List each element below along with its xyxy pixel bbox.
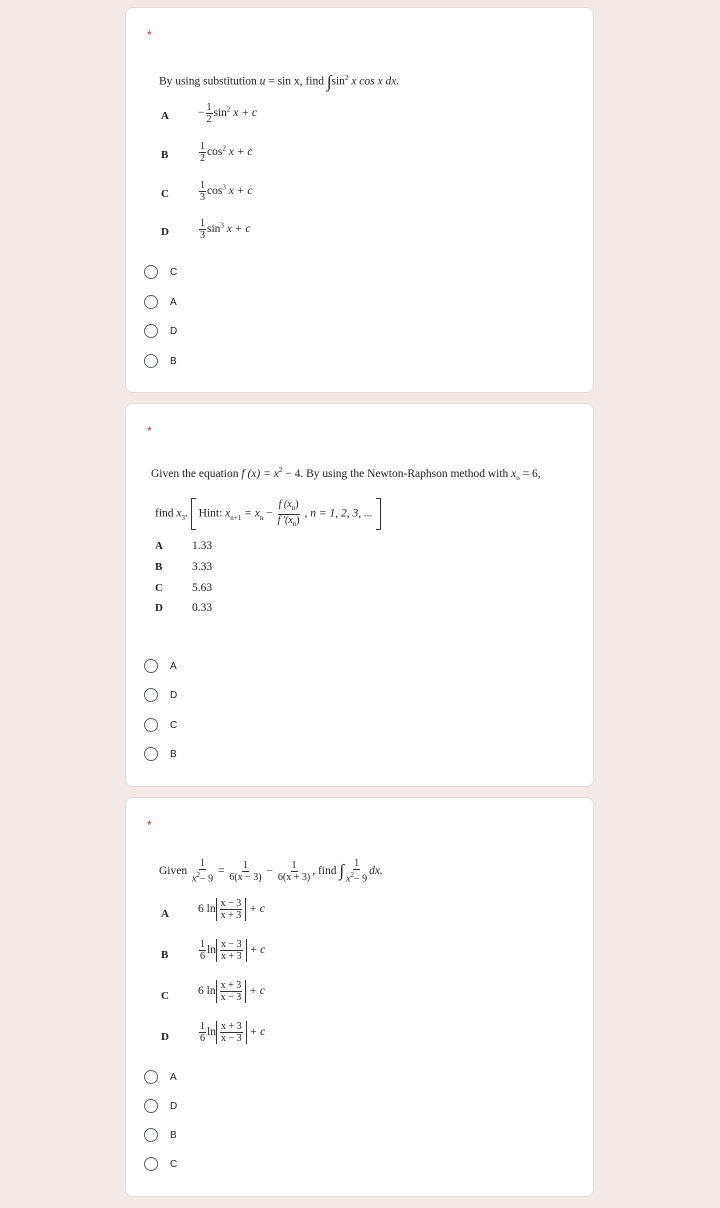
radio-button[interactable] bbox=[144, 718, 158, 732]
radio-choice[interactable] bbox=[144, 685, 177, 705]
option-expression: 6 ln $\frac{x - 3}{x + 3}$ + c bbox=[198, 898, 265, 921]
question-1-text: By using substitution u = sin x, find $\int\sin^2$ x cos x dx. bbox=[159, 72, 400, 91]
option-label: B bbox=[155, 561, 163, 573]
radio-button[interactable] bbox=[144, 688, 158, 702]
question-2-line1: Given the equation f $(x) = x^2 - 4$. By using the Newton-Raphson method with $x_o = 6$, bbox=[151, 466, 541, 483]
option-expression: $\frac{1}{3}$ $\sin^3 x + c$ bbox=[200, 218, 251, 241]
option-label: D bbox=[161, 1031, 169, 1043]
question-card-1 bbox=[125, 7, 594, 393]
option-label: D bbox=[155, 602, 163, 614]
option-value: 5.63 bbox=[192, 582, 213, 594]
radio-button[interactable] bbox=[144, 265, 158, 279]
required-asterisk: * bbox=[147, 818, 152, 832]
radio-button[interactable] bbox=[144, 747, 158, 761]
option-value: 3.33 bbox=[192, 561, 213, 573]
radio-choice[interactable] bbox=[144, 351, 177, 371]
radio-label: D bbox=[170, 1100, 178, 1112]
option-label: D bbox=[161, 226, 169, 238]
option-value: 0.33 bbox=[192, 602, 213, 614]
question-card-3 bbox=[125, 797, 594, 1197]
radio-label: D bbox=[170, 689, 178, 701]
radio-label: A bbox=[170, 296, 177, 308]
radio-label: B bbox=[170, 355, 177, 367]
radio-button[interactable] bbox=[144, 1099, 158, 1113]
option-expression: − $\frac{1}{2}$ $\sin^2 x + c$ bbox=[198, 102, 258, 125]
question-card-2 bbox=[125, 403, 594, 787]
radio-choice[interactable] bbox=[144, 1154, 177, 1174]
option-expression: $\frac{1}{3}$ $\cos^3 x + c$ bbox=[200, 180, 253, 203]
option-label: B bbox=[161, 149, 169, 161]
option-expression: $\frac{1}{6}$ ln $\frac{x - 3}{x + 3}$ + c bbox=[200, 939, 266, 962]
option-label: B bbox=[161, 949, 169, 961]
radio-button[interactable] bbox=[144, 1070, 158, 1084]
option-expression: $\frac{1}{6}$ ln $\frac{x + 3}{x - 3}$ + c bbox=[200, 1021, 266, 1044]
radio-button[interactable] bbox=[144, 324, 158, 338]
option-label: C bbox=[161, 990, 169, 1002]
left-bracket bbox=[191, 498, 196, 530]
question-2-hint-line: find $x_3$. Hint: $x_{n+1} = x_n$ − $\frac{f (x_n)}{f '(x_n)}$ , n = 1, 2, 3, ... bbox=[155, 498, 381, 530]
radio-button[interactable] bbox=[144, 1128, 158, 1142]
radio-button[interactable] bbox=[144, 295, 158, 309]
radio-label: A bbox=[170, 1071, 177, 1083]
right-bracket bbox=[376, 498, 381, 530]
option-label: A bbox=[161, 110, 169, 122]
radio-choice[interactable] bbox=[144, 715, 177, 735]
option-expression: 6 ln $\frac{x + 3}{x - 3}$ + c bbox=[198, 980, 265, 1003]
radio-button[interactable] bbox=[144, 659, 158, 673]
radio-button[interactable] bbox=[144, 1157, 158, 1171]
option-label: C bbox=[155, 582, 163, 594]
option-label: A bbox=[155, 540, 163, 552]
required-asterisk: * bbox=[147, 424, 152, 438]
option-value: 1.33 bbox=[192, 540, 213, 552]
radio-button[interactable] bbox=[144, 354, 158, 368]
radio-choice[interactable] bbox=[144, 1067, 177, 1087]
radio-label: C bbox=[170, 266, 178, 278]
option-label: A bbox=[161, 908, 169, 920]
radio-choice[interactable] bbox=[144, 1096, 177, 1116]
required-asterisk: * bbox=[147, 28, 152, 42]
radio-label: B bbox=[170, 1129, 177, 1141]
option-label: C bbox=[161, 188, 169, 200]
radio-label: B bbox=[170, 748, 177, 760]
question-3-text: Given $\frac{1}{x^2- 9}$ = $\frac{1}{6(x - 3)}$ − $\frac{1}{6(x + 3)}$ , find ∫ $\frac{1}{x^2- 9}$ dx. bbox=[159, 858, 383, 885]
radio-choice[interactable] bbox=[144, 744, 177, 764]
radio-label: C bbox=[170, 1158, 178, 1170]
radio-choice[interactable] bbox=[144, 1125, 177, 1145]
radio-label: C bbox=[170, 719, 178, 731]
option-expression: $\frac{1}{2}$ $\cos^2 x + c$ bbox=[200, 141, 253, 164]
radio-choice[interactable] bbox=[144, 656, 177, 676]
radio-label: A bbox=[170, 660, 177, 672]
radio-choice[interactable] bbox=[144, 292, 177, 312]
radio-choice[interactable] bbox=[144, 321, 177, 341]
radio-choice[interactable] bbox=[144, 262, 177, 282]
radio-label: D bbox=[170, 325, 178, 337]
